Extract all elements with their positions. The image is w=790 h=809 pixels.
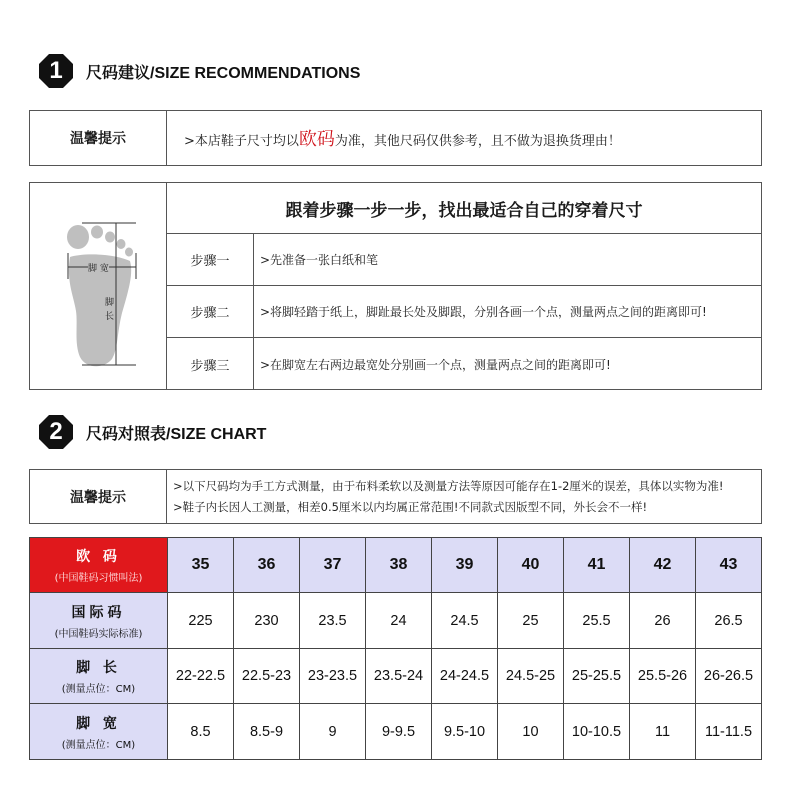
badge-number: 2 <box>49 418 63 445</box>
number-badge-1 <box>38 53 74 89</box>
step-row-3 <box>167 338 761 390</box>
table-cell: 24-24.5 <box>432 649 498 704</box>
table-cell: 37 <box>300 538 366 593</box>
table-cell: 8.5-9 <box>234 704 300 760</box>
table-row-foot-width <box>30 704 762 760</box>
size-chart-table <box>29 537 762 760</box>
table-cell: 11 <box>630 704 696 760</box>
badge-number: 1 <box>49 57 63 84</box>
step-name: 步骤一 <box>167 234 254 285</box>
table-cell: 36 <box>234 538 300 593</box>
table-cell: 35 <box>168 538 234 593</box>
table-cell: 26 <box>630 593 696 649</box>
section-header-size-recommendations <box>38 53 360 89</box>
section-title: 尺码对照表/SIZE CHART <box>86 425 267 443</box>
table-row-foot-length <box>30 649 762 704</box>
tip-line <box>184 125 761 151</box>
table-cell: 24 <box>366 593 432 649</box>
step-name: 步骤三 <box>167 338 254 390</box>
foot-length-label-bottom: 长 <box>105 309 114 322</box>
row-header-sub: (中国鞋码习惯叫法) <box>54 573 143 584</box>
table-cell: 42 <box>630 538 696 593</box>
table-cell: 8.5 <box>168 704 234 760</box>
table-cell: 41 <box>564 538 630 593</box>
table-cell: 26.5 <box>696 593 762 649</box>
tip-line-1: >以下尺码均为手工方式测量，由于布料柔软以及测量方法等原因可能存在1-2厘米的误差，具体以实物为准! <box>173 478 724 493</box>
row-header-main: 欧 码 <box>76 549 121 565</box>
tip-text-after: 为准，其他尺码仅供参考，且不做为退换货理由！ <box>334 134 621 149</box>
table-cell: 39 <box>432 538 498 593</box>
table-cell: 38 <box>366 538 432 593</box>
tip-text <box>167 111 761 165</box>
table-cell: 40 <box>498 538 564 593</box>
row-header-euro <box>30 538 168 593</box>
row-header-sub: (中国鞋码实际标准) <box>54 628 143 640</box>
table-cell: 23-23.5 <box>300 649 366 704</box>
row-header-sub: (测量点位：CM) <box>61 684 136 695</box>
row-header-main: 国际码 <box>71 604 126 621</box>
table-cell: 9.5-10 <box>432 704 498 760</box>
row-header-main: 脚 宽 <box>76 715 121 732</box>
section-header-size-chart <box>38 414 266 450</box>
row-header-foot-length <box>30 649 168 704</box>
foot-length-label-top: 脚 <box>105 295 114 308</box>
step-name: 步骤二 <box>167 286 254 337</box>
foot-diagram <box>30 183 167 389</box>
table-cell: 23.5-24 <box>366 649 432 704</box>
section-title: 尺码建议/SIZE RECOMMENDATIONS <box>86 64 361 82</box>
step-desc: >将脚轻踏于纸上，脚趾最长处及脚跟，分别各画一个点，测量两点之间的距离即可! <box>260 305 707 319</box>
table-cell: 22-22.5 <box>168 649 234 704</box>
table-cell: 25-25.5 <box>564 649 630 704</box>
tip-label: 温馨提示 <box>30 111 167 165</box>
step-desc: >先准备一张白纸和笔 <box>260 253 379 267</box>
step-row-1 <box>167 234 761 286</box>
table-row-international <box>30 593 762 649</box>
foot-width-label: 脚 宽 <box>88 261 109 274</box>
number-badge-2 <box>38 414 74 450</box>
table-cell: 25.5 <box>564 593 630 649</box>
table-cell: 26-26.5 <box>696 649 762 704</box>
measure-steps-box <box>29 182 762 390</box>
table-cell: 10-10.5 <box>564 704 630 760</box>
tip-text <box>167 470 761 523</box>
step-desc: >在脚宽左右两边最宽处分别画一个点，测量两点之间的距离即可! <box>260 357 611 372</box>
table-cell: 22.5-23 <box>234 649 300 704</box>
row-header-foot-width <box>30 704 168 760</box>
tip-text-before: >本店鞋子尺寸均以 <box>184 134 299 149</box>
table-cell: 225 <box>168 593 234 649</box>
tip-box-recommendation <box>29 110 762 166</box>
row-header-sub: (测量点位：CM) <box>61 739 136 751</box>
table-cell: 25 <box>498 593 564 649</box>
row-header-main: 脚 长 <box>76 660 121 676</box>
table-cell: 10 <box>498 704 564 760</box>
table-cell: 25.5-26 <box>630 649 696 704</box>
table-cell: 9-9.5 <box>366 704 432 760</box>
tip-label: 温馨提示 <box>30 470 167 523</box>
table-cell: 24.5 <box>432 593 498 649</box>
step-row-2 <box>167 286 761 338</box>
row-header-international <box>30 593 168 649</box>
table-cell: 43 <box>696 538 762 593</box>
foot-outline-icon <box>30 183 167 389</box>
steps-title: 跟着步骤一步一步，找出最适合自己的穿着尺寸 <box>167 183 761 234</box>
table-cell: 230 <box>234 593 300 649</box>
table-cell: 11-11.5 <box>696 704 762 760</box>
tip-text-highlight: 欧码 <box>298 129 335 150</box>
table-cell: 23.5 <box>300 593 366 649</box>
table-cell: 9 <box>300 704 366 760</box>
table-cell: 24.5-25 <box>498 649 564 704</box>
table-row-euro <box>30 538 762 593</box>
tip-box-size-chart <box>29 469 762 524</box>
tip-line-2: >鞋子内长因人工测量，相差0.5厘米以内均属正常范围!不同款式因版型不同，外长会不一样! <box>173 499 648 514</box>
